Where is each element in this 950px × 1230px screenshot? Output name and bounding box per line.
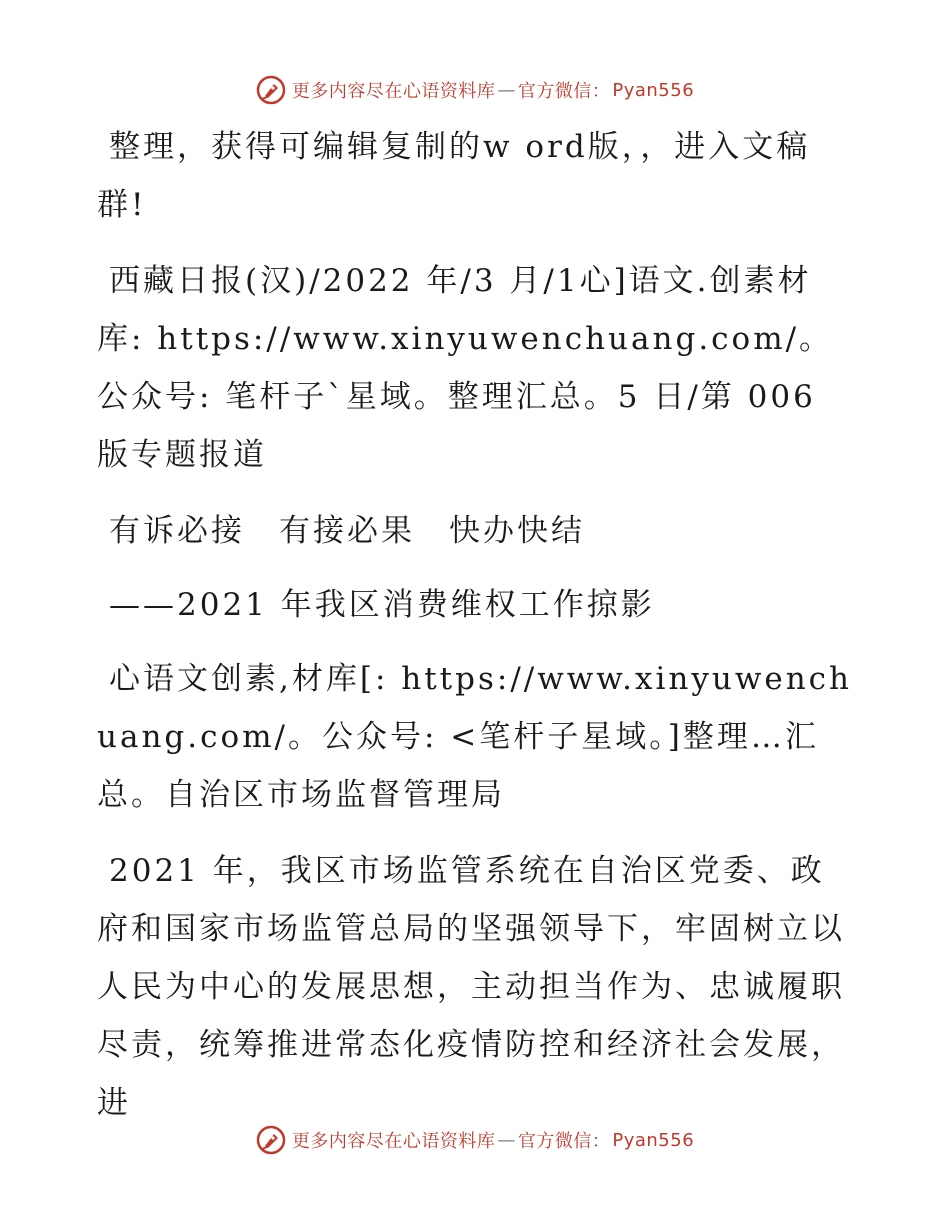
banner-separator: — — [497, 1129, 516, 1151]
paragraph-source: 西藏日报(汉)/2022 年/3 月/1心]语文.创素材库: https://www.xinyuwenchuang.com/。公众号: 笔杆子`星域。整理汇总。5 日/第 006 版专题报道 — [97, 263, 834, 473]
banner-wechat-id: Pyan556 — [612, 1129, 695, 1151]
document-body — [97, 118, 857, 1150]
banner-wechat-label: 官方微信： — [517, 81, 611, 102]
paragraph-body: 2021 年，我区市场监管系统在自治区党委、政府和国家市场监管总局的坚强领导下，牢固树立以人民为中心的发展思想，主动担当作为、忠诚履职尽责，统筹推进常态化疫情防控和经济社会发展，进 — [97, 853, 845, 1121]
article-subtitle: ——2021 年我区消费维权工作掠影 — [109, 587, 655, 623]
banner-text: 更多内容尽在心语资料库 — [291, 1131, 496, 1152]
paragraph-author: 心语文创素,材库[: https://www.xinyuwenchuang.com/。公众号: <笔杆子星域。]整理…汇总。自治区市场监督管理局 — [97, 661, 853, 813]
header-banner — [0, 70, 950, 110]
banner-wechat-id: Pyan556 — [612, 79, 695, 101]
article-title: 有诉必接 有接必果 快办快结 — [109, 513, 585, 549]
banner-separator: — — [497, 79, 516, 101]
pen-nib-logo-icon — [256, 75, 286, 105]
footer-banner — [0, 1120, 950, 1160]
paragraph-intro: 整理，获得可编辑复制的w ord版，，进入文稿群! — [97, 129, 811, 223]
pen-nib-logo-icon — [256, 1125, 286, 1155]
banner-wechat-label: 官方微信： — [517, 1131, 611, 1152]
banner-text: 更多内容尽在心语资料库 — [291, 81, 496, 102]
